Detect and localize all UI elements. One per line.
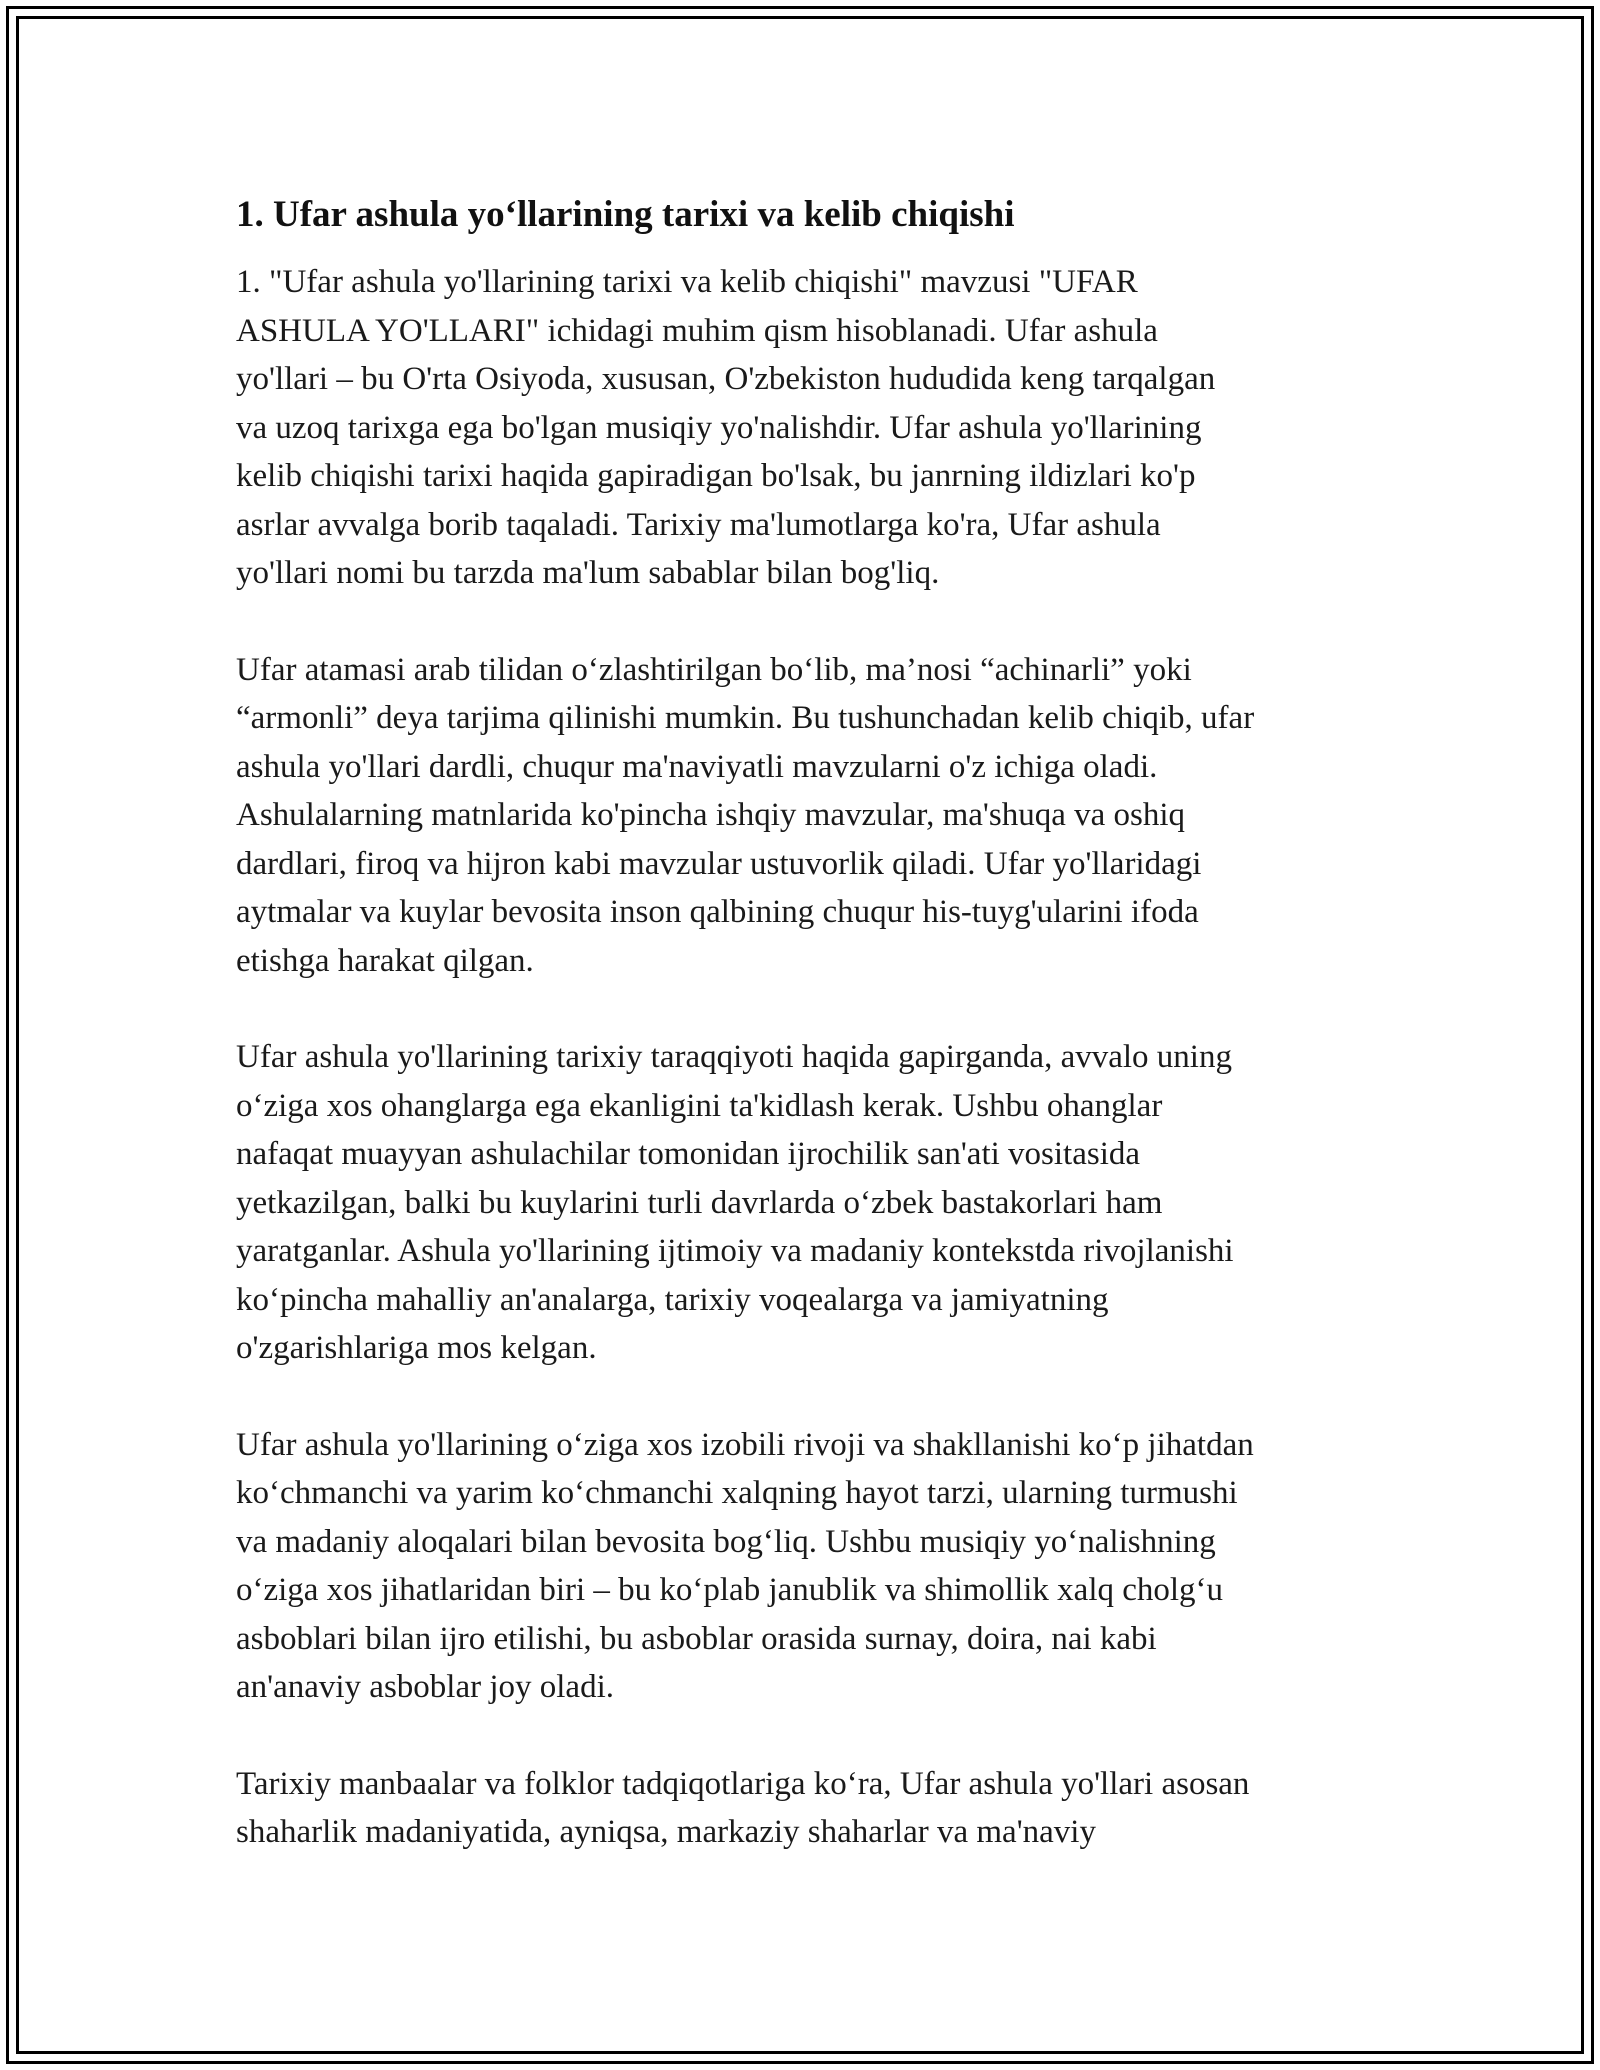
paragraph-1: 1. "Ufar ashula yo'llarining tarixi va kelib chiqishi" mavzusi "UFAR ASHULA YO'LLARI" ichidagi muhim qism hisoblanadi. Ufar ashula yo'llari – bu O'rta Osiyoda, xususan, O'zbekiston hududida keng tarqalgan va uzoq tarixga ega bo'lgan musiqiy yo'nalishdir. Ufar ashula yo'llarining kelib chiqishi tarixi haqida gapiradigan bo'lsak, bu janrning ildizlari ko'p asrlar avvalga borib taqaladi. Tarixiy ma'lumotlarga ko'ra, Ufar ashula yo'llari nomi bu tarzda ma'lum sabablar bilan bog'liq. xyxy=(236,264,1216,591)
paragraph-4: Ufar ashula yo'llarining o‘ziga xos izobili rivoji va shakllanishi ko‘p jihatdan ko‘chmanchi va yarim ko‘chmanchi xalqning hayot tarzi, ularning turmushi va madaniy aloqalari bilan bevosita bog‘liq. Ushbu musiqiy yo‘nalishning o‘ziga xos jihatlaridan biri – bu ko‘plab janublik va shimollik xalq cholg‘u asboblari bilan ijro etilishi, bu asboblar orasida surnay, doira, nai kabi an'anaviy asboblar joy oladi. xyxy=(236,1426,1254,1705)
paragraph-2: Ufar atamasi arab tilidan o‘zlashtirilgan bo‘lib, ma’nosi “achinarli” yoki “armonli” deya tarjima qilinishi mumkin. Bu tushunchadan kelib chiqib, ufar ashula yo'llari dardli, chuqur ma'naviyatli mavzularni o'z ichiga oladi. Ashulalarning matnlarida ko'pincha ishqiy mavzular, ma'shuqa va oshiq dardlari, firoq va hijron kabi mavzular ustuvorlik qiladi. Ufar yo'llaridagi aytmalar va kuylar bevosita inson qalbining chuqur his-tuyg'ularini ifoda etishga harakat qilgan. xyxy=(236,651,1255,979)
paragraph-5: Tarixiy manbaalar va folklor tadqiqotlariga ko‘ra, Ufar ashula yo'llari asosan shaharlik madaniyatida, ayniqsa, markaziy shaharlar va ma'naviy xyxy=(236,1765,1250,1850)
paragraph-3: Ufar ashula yo'llarining tarixiy taraqqiyoti haqida gapirganda, avvalo uning o‘ziga xos ohanglarga ega ekanligini ta'kidlash kerak. Ushbu ohanglar nafaqat muayyan ashulachilar tomonidan ijrochilik san'ati vositasida yetkazilgan, balki bu kuylarini turli davrlarda o‘zbek bastakorlari ham yaratganlar. Ashula yo'llarining ijtimoiy va madaniy kontekstda rivojlanishi ko‘pincha mahalliy an'analarga, tarixiy voqealarga va jamiyatning o'zgarishlariga mos kelgan. xyxy=(236,1039,1234,1366)
document-page xyxy=(236,190,1376,1905)
document-title: 1. Ufar ashula yo‘llarining tarixi va kelib chiqishi xyxy=(236,194,1015,235)
